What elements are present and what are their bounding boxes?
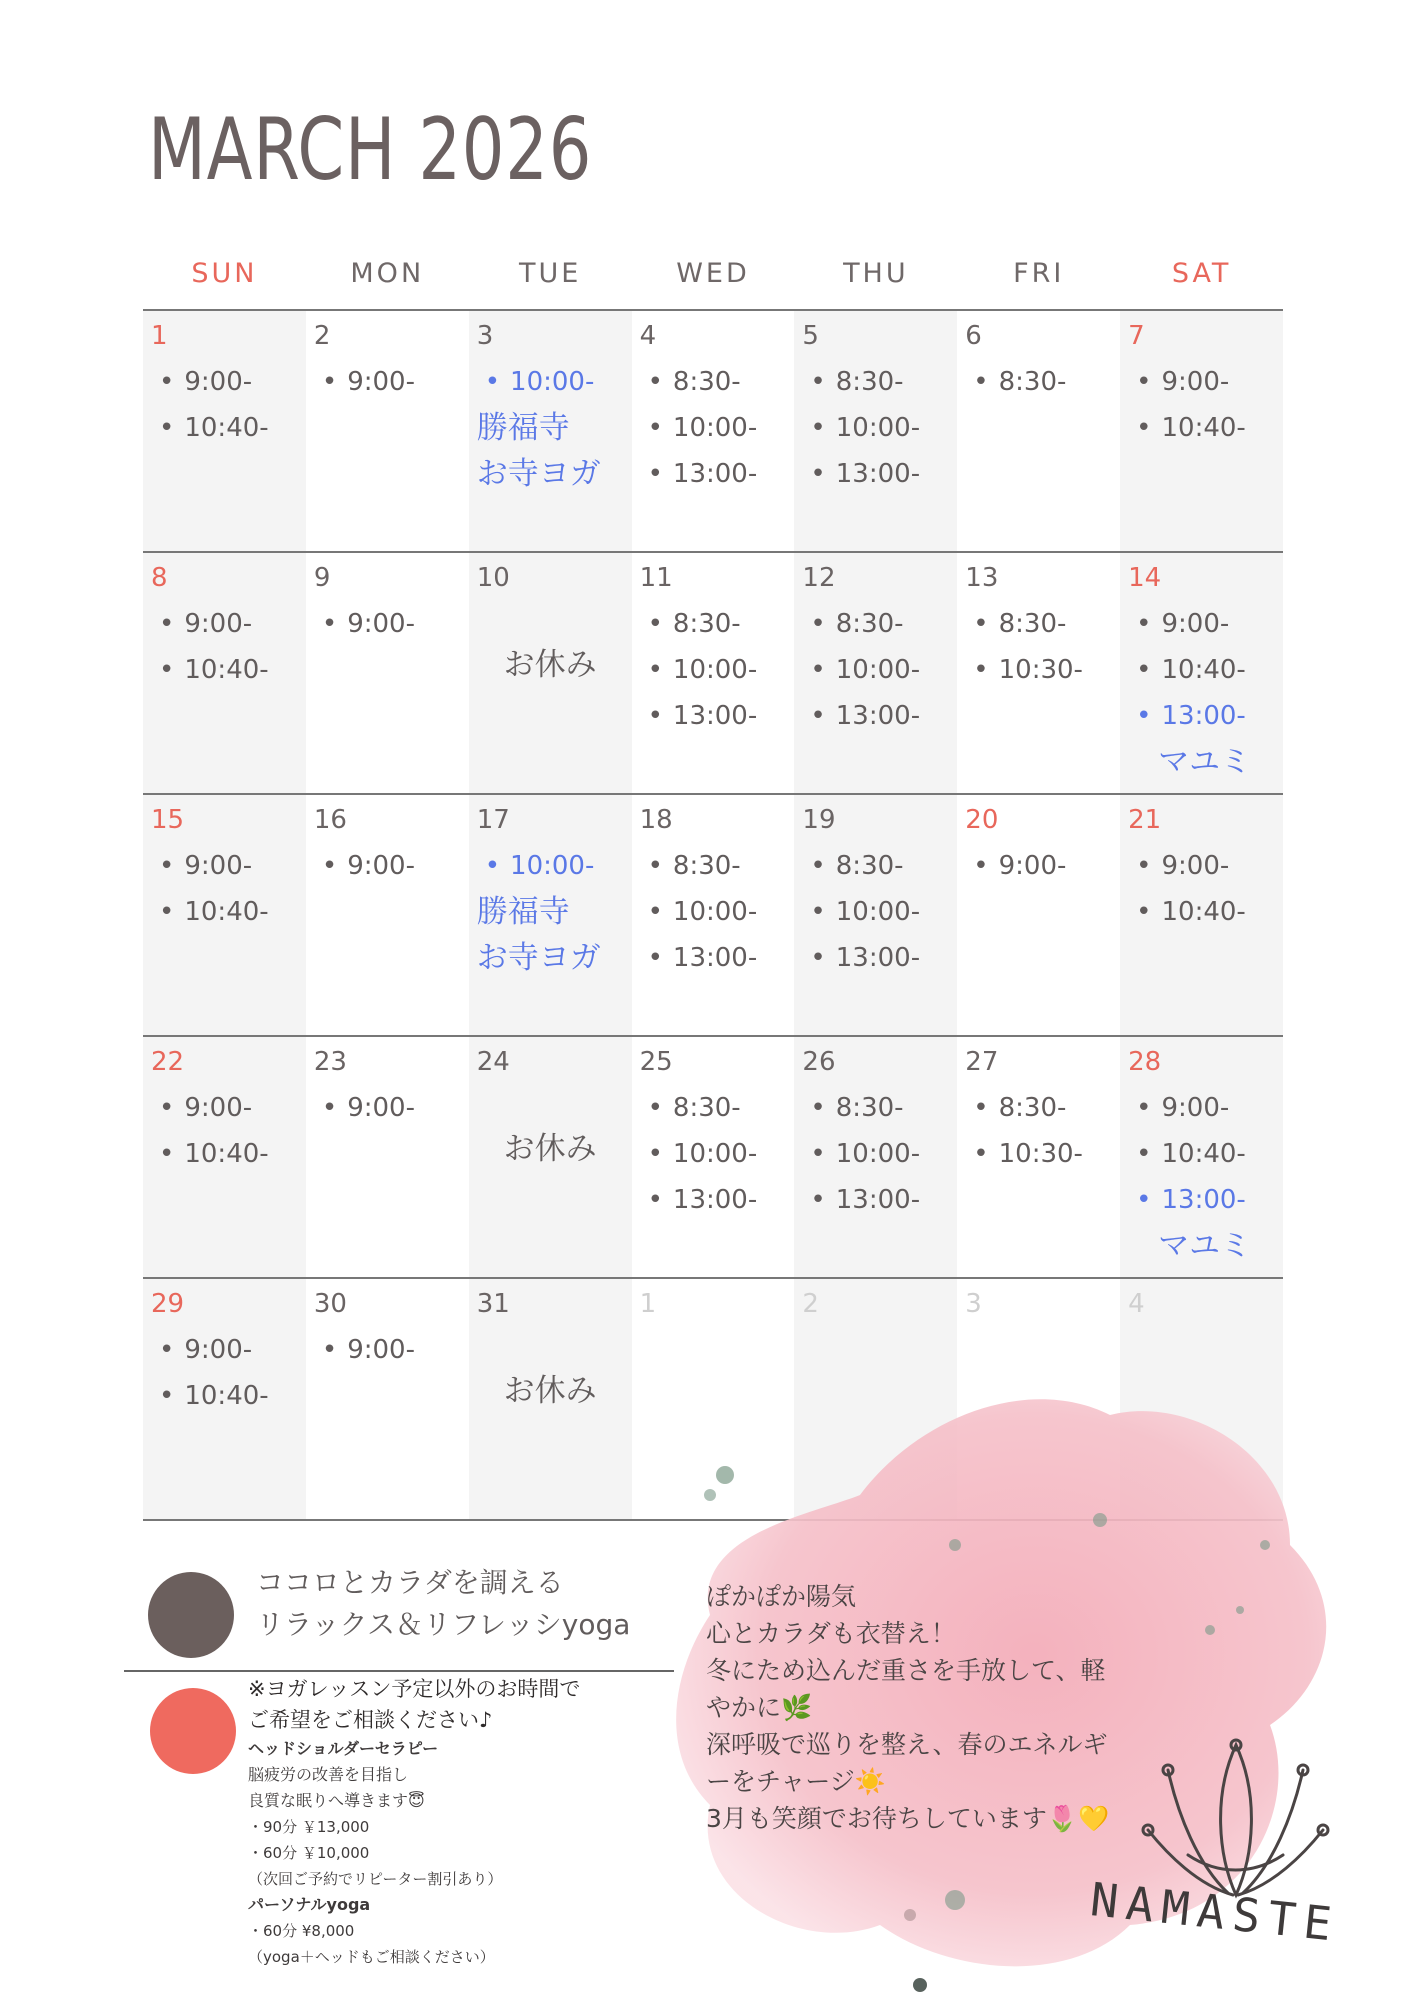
time-slot <box>640 693 795 739</box>
calendar-day-cell[interactable] <box>469 1037 632 1277</box>
special-time-slot <box>1128 1177 1283 1223</box>
calendar-day-cell[interactable] <box>794 311 957 551</box>
bullet-icon: • <box>973 609 989 639</box>
day-number: 3 <box>476 321 494 351</box>
temple-yoga-note: 勝福寺 <box>476 894 570 930</box>
day-number: 9 <box>313 563 331 593</box>
time-slot-text: 8:30- <box>835 851 904 881</box>
day-number: 23 <box>313 1047 347 1077</box>
time-slot-text: 10:40- <box>184 1139 269 1169</box>
message-line: 冬にため込んだ重さを手放して、軽 <box>706 1656 1106 1685</box>
time-slot-text: 9:00- <box>998 851 1067 881</box>
bullet-icon: • <box>159 655 175 685</box>
bullet-icon: • <box>810 459 826 489</box>
bullet-icon: • <box>159 413 175 443</box>
time-slot <box>1128 647 1283 693</box>
namaste-logo-text: NAMASTE <box>1087 1872 1343 1952</box>
calendar-day-cell[interactable] <box>957 553 1120 793</box>
bullet-icon: • <box>1136 1185 1152 1215</box>
page-title: MARCH 2026 <box>148 100 593 200</box>
time-slot-text: 9:00- <box>184 1335 253 1365</box>
relax-legend-dot <box>148 1572 234 1658</box>
time-slot-text: 10:00- <box>672 1139 758 1169</box>
calendar-day-cell[interactable] <box>306 795 469 1035</box>
calendar-day-cell[interactable] <box>306 553 469 793</box>
time-slot-text: 13:00- <box>835 459 921 489</box>
time-slot <box>965 1131 1120 1177</box>
time-slot-text: 10:00- <box>672 413 758 443</box>
closed-day-label: お休み <box>503 1131 597 1167</box>
time-slot-text: 9:00- <box>184 851 253 881</box>
time-slot <box>640 843 795 889</box>
time-slot <box>151 601 306 647</box>
bullet-icon: • <box>321 367 338 397</box>
weekday-fri: FRI <box>1013 258 1065 289</box>
time-slot-text: 10:40- <box>184 897 269 927</box>
bullet-icon: • <box>1136 413 1152 443</box>
time-slot-text: 10:00- <box>510 367 595 397</box>
time-slot <box>640 1177 795 1223</box>
therapy-desc-1: 脳疲労の改善を目指し <box>248 1765 409 1784</box>
time-slot-text: 9:00- <box>347 851 415 881</box>
calendar-week-row <box>143 795 1283 1037</box>
time-slot <box>802 405 957 451</box>
bullet-icon: • <box>159 897 175 927</box>
day-number: 19 <box>802 805 836 835</box>
day-number: 31 <box>476 1289 510 1319</box>
time-slot-text: 10:00- <box>672 655 758 685</box>
bullet-icon: • <box>810 943 826 973</box>
time-slot <box>1128 601 1283 647</box>
time-slot-text: 13:00- <box>672 1185 758 1215</box>
services-menu <box>248 1674 668 1970</box>
time-slot <box>802 889 957 935</box>
bullet-icon: • <box>484 367 501 397</box>
bullet-icon: • <box>973 1139 989 1169</box>
calendar-day-cell[interactable] <box>306 1279 469 1519</box>
temple-yoga-note: お寺ヨガ <box>476 456 601 492</box>
bullet-icon: • <box>647 1093 663 1123</box>
time-slot-text: 9:00- <box>184 1093 253 1123</box>
calendar-day-cell[interactable] <box>794 1037 957 1277</box>
time-slot-text: 10:40- <box>1161 1139 1246 1169</box>
day-number: 25 <box>639 1047 673 1077</box>
day-number: 13 <box>965 563 999 593</box>
personal-yoga-title: パーソナルyoga <box>248 1895 371 1914</box>
bullet-icon: • <box>647 367 663 397</box>
time-slot <box>151 1327 306 1373</box>
time-slot-text: 8:30- <box>672 367 741 397</box>
time-slot <box>314 601 469 647</box>
time-slot <box>151 1085 306 1131</box>
bullet-icon: • <box>647 609 663 639</box>
calendar-day-cell[interactable] <box>469 553 632 793</box>
time-slot-text: 10:40- <box>1161 655 1246 685</box>
time-slot <box>640 1131 795 1177</box>
bullet-icon: • <box>1136 1139 1152 1169</box>
time-slot <box>1128 1085 1283 1131</box>
temple-yoga-note: 勝福寺 <box>476 410 570 446</box>
closed-day-label: お休み <box>503 647 597 683</box>
bullet-icon: • <box>810 1139 826 1169</box>
other-services-legend-dot <box>150 1688 236 1774</box>
day-number: 1 <box>639 1289 657 1319</box>
time-slot <box>802 935 957 981</box>
time-slot-text: 13:00- <box>835 943 921 973</box>
closed-day-label: お休み <box>503 1373 597 1409</box>
legend-divider <box>124 1670 674 1672</box>
calendar-day-cell[interactable] <box>1120 553 1283 793</box>
time-slot <box>314 1327 469 1373</box>
time-slot <box>314 1085 469 1131</box>
time-slot <box>477 359 632 405</box>
day-number: 28 <box>1128 1047 1162 1077</box>
time-slot-text: 9:00- <box>1161 367 1230 397</box>
time-slot-text: 8:30- <box>835 1093 904 1123</box>
time-slot <box>314 359 469 405</box>
bullet-icon: • <box>810 1093 826 1123</box>
calendar-day-cell[interactable] <box>794 553 957 793</box>
calendar-day-cell[interactable] <box>1120 1037 1283 1277</box>
day-number: 16 <box>313 805 347 835</box>
time-slot <box>151 1131 306 1177</box>
instructor-note: マユミ <box>1158 744 1252 780</box>
day-number: 30 <box>313 1289 347 1319</box>
message-line: 心とカラダも衣替え！ <box>706 1619 956 1648</box>
time-slot <box>1128 843 1283 889</box>
bullet-icon: • <box>810 1185 826 1215</box>
personal-yoga-price: ・60分 ¥8,000 <box>248 1922 355 1940</box>
bullet-icon: • <box>159 1335 175 1365</box>
time-slot-text: 10:00- <box>672 897 758 927</box>
time-slot-text: 10:30- <box>998 655 1083 685</box>
time-slot <box>965 1085 1120 1131</box>
bullet-icon: • <box>1136 851 1152 881</box>
time-slot <box>640 647 795 693</box>
day-number: 2 <box>313 321 331 351</box>
special-time-slot-text: 13:00- <box>1161 701 1246 731</box>
seasonal-message <box>706 1578 1146 1837</box>
time-slot <box>802 693 957 739</box>
therapy-price-60: ・60分 ￥10,000 <box>248 1844 370 1862</box>
bullet-icon: • <box>647 1139 663 1169</box>
bullet-icon: • <box>647 655 663 685</box>
calendar-day-cell[interactable] <box>306 311 469 551</box>
bullet-icon: • <box>810 655 826 685</box>
time-slot-text: 13:00- <box>672 701 758 731</box>
time-slot <box>802 843 957 889</box>
calendar-day-cell[interactable] <box>794 795 957 1035</box>
calendar-day-cell[interactable] <box>143 553 306 793</box>
calendar-day-cell[interactable] <box>143 795 306 1035</box>
day-number: 18 <box>639 805 673 835</box>
time-slot <box>640 601 795 647</box>
time-slot <box>965 647 1120 693</box>
time-slot-text: 10:40- <box>1161 897 1246 927</box>
day-number: 17 <box>476 805 510 835</box>
bullet-icon: • <box>810 367 826 397</box>
weekday-thu: THU <box>843 258 909 289</box>
time-slot <box>965 359 1120 405</box>
time-slot <box>640 451 795 497</box>
bullet-icon: • <box>647 943 663 973</box>
time-slot <box>802 1177 957 1223</box>
legend-line-1: ココロとカラダを調える <box>256 1566 564 1599</box>
time-slot-text: 8:30- <box>672 851 741 881</box>
therapy-desc-2: 良質な眠りへ導きます😇 <box>248 1791 425 1810</box>
bullet-icon: • <box>321 1093 338 1123</box>
time-slot-text: 10:00- <box>835 1139 921 1169</box>
day-number: 5 <box>802 321 819 351</box>
time-slot <box>802 451 957 497</box>
message-line: やかに🌿 <box>706 1693 813 1722</box>
calendar-day-cell[interactable] <box>469 311 632 551</box>
time-slot <box>1128 359 1283 405</box>
temple-yoga-note: お寺ヨガ <box>476 940 601 976</box>
day-number: 22 <box>151 1047 185 1077</box>
calendar-day-cell[interactable] <box>957 1037 1120 1277</box>
bullet-icon: • <box>1136 367 1152 397</box>
bullet-icon: • <box>810 413 826 443</box>
day-number: 11 <box>639 563 673 593</box>
message-line: ーをチャージ☀️ <box>706 1767 886 1796</box>
day-number: 7 <box>1128 321 1145 351</box>
time-slot <box>802 1131 957 1177</box>
time-slot-text: 10:40- <box>184 655 269 685</box>
bullet-icon: • <box>1136 1093 1152 1123</box>
calendar-week-row <box>143 553 1283 795</box>
time-slot <box>477 843 632 889</box>
calendar-day-cell[interactable] <box>469 1279 632 1519</box>
bullet-icon: • <box>973 1093 989 1123</box>
day-number: 8 <box>151 563 168 593</box>
time-slot <box>802 359 957 405</box>
time-slot <box>640 1085 795 1131</box>
bullet-icon: • <box>810 609 826 639</box>
day-number: 20 <box>965 805 999 835</box>
time-slot-text: 9:00- <box>347 367 415 397</box>
bullet-icon: • <box>647 851 663 881</box>
instructor-note: マユミ <box>1158 1228 1252 1264</box>
bullet-icon: • <box>647 897 663 927</box>
weekday-sat: SAT <box>1171 258 1232 289</box>
weekday-wed: WED <box>676 258 750 289</box>
menu-lead-2: ご希望をご相談ください♪ <box>248 1708 493 1732</box>
special-time-slot <box>1128 693 1283 739</box>
calendar-week-row <box>143 1037 1283 1279</box>
day-number: 27 <box>965 1047 999 1077</box>
bullet-icon: • <box>810 851 826 881</box>
time-slot-text: 8:30- <box>672 1093 741 1123</box>
bullet-icon: • <box>647 1185 663 1215</box>
menu-lead-1: ※ヨガレッスン予定以外のお時間で <box>248 1677 581 1701</box>
bullet-icon: • <box>159 851 175 881</box>
weekday-header <box>143 258 1283 308</box>
therapy-title: ヘッドショルダーセラピー <box>248 1739 439 1758</box>
time-slot <box>1128 889 1283 935</box>
time-slot-text: 13:00- <box>672 943 758 973</box>
message-line: ぽかぽか陽気 <box>706 1582 857 1611</box>
time-slot <box>151 1373 306 1419</box>
time-slot-text: 10:40- <box>184 413 269 443</box>
calendar-day-cell[interactable] <box>143 1037 306 1277</box>
time-slot-text: 8:30- <box>672 609 741 639</box>
day-number: 24 <box>476 1047 510 1077</box>
relax-legend-label <box>256 1562 630 1646</box>
time-slot-text: 9:00- <box>1161 609 1230 639</box>
bullet-icon: • <box>159 1381 175 1411</box>
bullet-icon: • <box>159 1093 175 1123</box>
time-slot-text: 8:30- <box>998 367 1067 397</box>
bullet-icon: • <box>973 367 989 397</box>
message-line: 3月も笑顔でお待ちしています🌷💛 <box>706 1804 1110 1833</box>
time-slot-text: 9:00- <box>347 609 415 639</box>
day-number: 21 <box>1128 805 1162 835</box>
time-slot <box>640 359 795 405</box>
calendar-day-cell[interactable] <box>632 311 795 551</box>
calendar-day-cell[interactable] <box>632 1037 795 1277</box>
bullet-icon: • <box>810 897 826 927</box>
therapy-note: （次回ご予約でリピーター割引あり） <box>248 1870 503 1888</box>
time-slot-text: 10:00- <box>835 897 921 927</box>
bullet-icon: • <box>159 1139 175 1169</box>
time-slot-text: 8:30- <box>835 367 904 397</box>
time-slot-text: 9:00- <box>184 609 253 639</box>
day-number: 29 <box>151 1289 185 1319</box>
time-slot <box>802 601 957 647</box>
time-slot-text: 8:30- <box>835 609 904 639</box>
day-number: 1 <box>151 321 168 351</box>
day-number: 4 <box>1128 1289 1145 1319</box>
calendar-day-cell[interactable] <box>957 311 1120 551</box>
bullet-icon: • <box>321 1335 338 1365</box>
time-slot-text: 8:30- <box>998 609 1067 639</box>
time-slot <box>802 647 957 693</box>
bullet-icon: • <box>1136 897 1152 927</box>
bullet-icon: • <box>647 459 663 489</box>
day-number: 2 <box>802 1289 819 1319</box>
calendar-day-cell[interactable] <box>306 1037 469 1277</box>
calendar-day-cell[interactable] <box>143 311 306 551</box>
time-slot <box>151 359 306 405</box>
bullet-icon: • <box>973 851 989 881</box>
time-slot <box>151 647 306 693</box>
time-slot <box>965 843 1120 889</box>
calendar-day-cell[interactable] <box>469 795 632 1035</box>
calendar-week-row <box>143 311 1283 553</box>
calendar-day-cell[interactable] <box>632 795 795 1035</box>
time-slot-text: 13:00- <box>835 701 921 731</box>
bullet-icon: • <box>159 367 175 397</box>
bullet-icon: • <box>973 655 989 685</box>
calendar-day-cell[interactable] <box>1120 311 1283 551</box>
time-slot <box>1128 405 1283 451</box>
time-slot-text: 8:30- <box>998 1093 1067 1123</box>
time-slot <box>640 405 795 451</box>
time-slot-text: 10:00- <box>835 413 921 443</box>
time-slot-text: 9:00- <box>184 367 253 397</box>
weekday-tue: TUE <box>518 258 582 289</box>
bullet-icon: • <box>1136 701 1152 731</box>
calendar-day-cell[interactable] <box>957 795 1120 1035</box>
time-slot <box>1128 1131 1283 1177</box>
time-slot-text: 9:00- <box>1161 1093 1230 1123</box>
weekday-mon: MON <box>350 258 425 289</box>
day-number: 6 <box>965 321 982 351</box>
legend-line-2: リラックス＆リフレッシyoga <box>256 1608 631 1641</box>
bullet-icon: • <box>810 701 826 731</box>
time-slot <box>965 601 1120 647</box>
personal-yoga-note: （yoga＋ヘッドもご相談ください） <box>248 1948 495 1966</box>
time-slot <box>640 935 795 981</box>
bullet-icon: • <box>1136 609 1152 639</box>
time-slot-text: 10:00- <box>510 851 595 881</box>
time-slot <box>151 405 306 451</box>
day-number: 26 <box>802 1047 836 1077</box>
bullet-icon: • <box>484 851 501 881</box>
calendar-day-cell[interactable] <box>632 553 795 793</box>
bullet-icon: • <box>321 609 338 639</box>
bullet-icon: • <box>159 609 175 639</box>
time-slot <box>151 843 306 889</box>
calendar-day-cell[interactable] <box>1120 795 1283 1035</box>
day-number: 3 <box>965 1289 982 1319</box>
time-slot-text: 10:00- <box>835 655 921 685</box>
time-slot <box>640 889 795 935</box>
bullet-icon: • <box>647 413 663 443</box>
day-number: 10 <box>476 563 510 593</box>
message-line: 深呼吸で巡りを整え、春のエネルギ <box>706 1730 1108 1759</box>
time-slot-text: 10:40- <box>184 1381 269 1411</box>
bullet-icon: • <box>321 851 338 881</box>
time-slot-text: 13:00- <box>835 1185 921 1215</box>
bullet-icon: • <box>1136 655 1152 685</box>
time-slot-text: 9:00- <box>347 1093 415 1123</box>
calendar-grid <box>143 309 1283 1521</box>
time-slot <box>802 1085 957 1131</box>
time-slot-text: 9:00- <box>1161 851 1230 881</box>
day-number: 15 <box>151 805 185 835</box>
day-number: 14 <box>1128 563 1162 593</box>
special-time-slot-text: 13:00- <box>1161 1185 1246 1215</box>
calendar-day-cell[interactable] <box>143 1279 306 1519</box>
day-number: 4 <box>639 321 657 351</box>
therapy-price-90: ・90分 ￥13,000 <box>248 1818 370 1836</box>
time-slot-text: 13:00- <box>672 459 758 489</box>
day-number: 12 <box>802 563 836 593</box>
time-slot <box>314 843 469 889</box>
time-slot-text: 10:40- <box>1161 413 1246 443</box>
time-slot-text: 10:30- <box>998 1139 1083 1169</box>
time-slot <box>151 889 306 935</box>
time-slot-text: 9:00- <box>347 1335 415 1365</box>
weekday-sun: SUN <box>191 258 258 289</box>
bullet-icon: • <box>647 701 663 731</box>
